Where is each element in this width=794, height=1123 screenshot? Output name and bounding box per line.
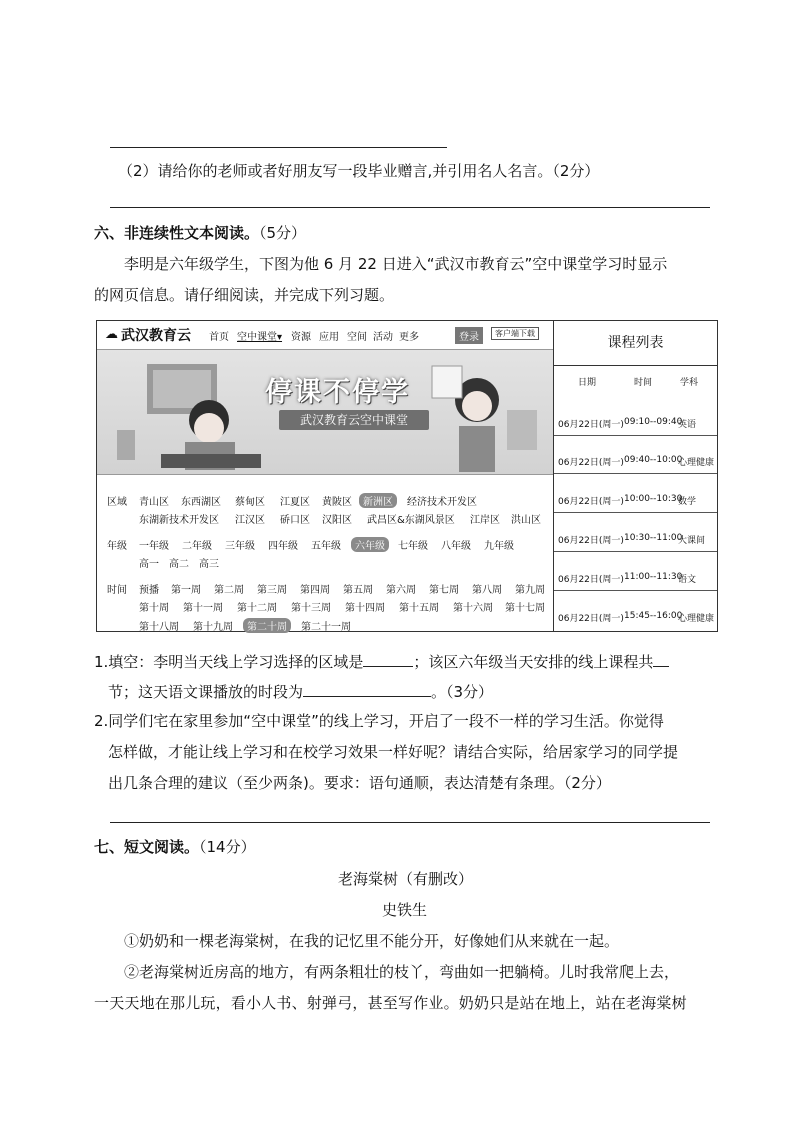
region-item: 经济技术开发区 bbox=[407, 497, 477, 508]
answer-blank[interactable] bbox=[363, 650, 413, 667]
article-author: 史铁生 bbox=[382, 901, 428, 919]
grade-item-selected: 六年级 bbox=[351, 537, 389, 552]
week-item: 第十九周 bbox=[193, 622, 233, 633]
login-button: 登录 bbox=[455, 327, 483, 344]
grade-item: 三年级 bbox=[225, 541, 255, 552]
figure-nav-bar bbox=[97, 321, 553, 349]
grade-item: 八年级 bbox=[441, 541, 471, 552]
answer-line bbox=[110, 147, 447, 148]
section-7-heading bbox=[94, 836, 256, 858]
banner-subtitle: 武汉教育云空中课堂 bbox=[279, 410, 429, 430]
answer-blank[interactable] bbox=[303, 680, 431, 697]
nav-item: 活动 bbox=[373, 332, 393, 343]
q6-1-part-a: 1.填空：李明当天线上学习选择的区域是 bbox=[94, 653, 364, 671]
grade-item: 二年级 bbox=[182, 541, 212, 552]
section-7-title: 七、短文阅读。 bbox=[94, 838, 200, 856]
region-item: 江汉区 bbox=[235, 515, 265, 526]
banner-title: 停课不停学 bbox=[265, 377, 410, 408]
question-6-2-line1: 2.同学们宅在家里参加“空中课堂”的线上学习，开启了一段不一样的学习生活。你觉得 bbox=[94, 712, 664, 730]
region-item-selected: 新洲区 bbox=[359, 493, 397, 508]
week-item: 第十二周 bbox=[237, 603, 277, 614]
nav-item: 资源 bbox=[291, 332, 311, 343]
region-label: 区域 bbox=[107, 497, 127, 508]
week-item-selected: 第二十周 bbox=[243, 618, 291, 633]
week-item: 第十周 bbox=[139, 603, 169, 614]
course-time: 10:00--10:30 bbox=[624, 494, 683, 504]
course-time: 15:45--16:00 bbox=[624, 611, 683, 621]
course-date: 06月22日(周一) bbox=[558, 575, 624, 585]
section-7-score: （14分） bbox=[199, 838, 256, 856]
q6-1-part-b: ；该区六年级当天安排的线上课程共 bbox=[413, 653, 654, 671]
time-label: 时间 bbox=[107, 585, 127, 596]
grade-label: 年级 bbox=[107, 541, 127, 552]
grade-item: 四年级 bbox=[268, 541, 298, 552]
region-item: 东湖新技术开发区 bbox=[139, 515, 219, 526]
course-time: 10:30--11:00 bbox=[624, 533, 683, 543]
article-paragraph-2-line2: 一天天地在那儿玩，看小人书、射弹弓，甚至写作业。奶奶只是站在地上，站在老海棠树 bbox=[94, 994, 687, 1012]
week-item: 第二十一周 bbox=[301, 622, 351, 633]
section-6-heading bbox=[94, 222, 306, 244]
week-item: 第九周 bbox=[515, 585, 545, 596]
answer-line bbox=[110, 207, 710, 208]
nav-item: 更多 bbox=[399, 332, 419, 343]
question-5-2: （2）请给你的老师或者好朋友写一段毕业赠言,并引用名人名言。（2分） bbox=[118, 162, 600, 180]
course-subject: 大课间 bbox=[678, 536, 706, 546]
grade-item: 高三 bbox=[199, 559, 219, 570]
course-date: 06月22日(周一) bbox=[558, 536, 624, 546]
answer-blank[interactable] bbox=[653, 650, 669, 667]
question-6-1-cont bbox=[94, 680, 493, 703]
week-item: 第十六周 bbox=[453, 603, 493, 614]
q6-1-part-c: 节；这天语文课播放的时段为 bbox=[108, 683, 304, 701]
section-6-intro-2: 的网页信息。请仔细阅读，并完成下列习题。 bbox=[94, 286, 395, 304]
answer-line bbox=[110, 822, 710, 823]
col-head-date: 日期 bbox=[578, 378, 597, 388]
course-list bbox=[554, 321, 717, 631]
course-date: 06月22日(周一) bbox=[558, 458, 624, 468]
week-item: 第一周 bbox=[171, 585, 201, 596]
week-item: 第十一周 bbox=[183, 603, 223, 614]
course-row bbox=[554, 486, 717, 513]
col-head-time: 时间 bbox=[634, 378, 653, 388]
course-row bbox=[554, 564, 717, 591]
course-row bbox=[554, 409, 717, 436]
nav-item: 应用 bbox=[319, 332, 339, 343]
week-item: 预播 bbox=[139, 585, 159, 596]
q6-1-part-d: 。（3分） bbox=[431, 683, 494, 701]
region-item: 江夏区 bbox=[280, 497, 310, 508]
nav-item: 空中课堂▾ bbox=[237, 332, 283, 343]
week-item: 第三周 bbox=[257, 585, 287, 596]
week-item: 第十四周 bbox=[345, 603, 385, 614]
figure-logo: 武汉教育云 bbox=[121, 328, 191, 344]
client-download-button: 客户端下载 bbox=[491, 327, 539, 340]
week-item: 第八周 bbox=[472, 585, 502, 596]
region-item: 青山区 bbox=[139, 497, 169, 508]
region-item: 汉阳区 bbox=[322, 515, 352, 526]
course-date: 06月22日(周一) bbox=[558, 497, 624, 507]
week-item: 第七周 bbox=[429, 585, 459, 596]
col-head-subject: 学科 bbox=[680, 378, 699, 388]
week-item: 第六周 bbox=[386, 585, 416, 596]
cloud-icon: ☁ bbox=[105, 327, 118, 342]
banner bbox=[97, 349, 553, 475]
course-date: 06月22日(周一) bbox=[558, 420, 624, 430]
course-list-title: 课程列表 bbox=[554, 321, 717, 366]
section-6-title: 六、非连续性文本阅读。 bbox=[94, 224, 260, 242]
region-item: 江岸区 bbox=[470, 515, 500, 526]
region-item: 洪山区 bbox=[511, 515, 541, 526]
article-title: 老海棠树（有删改） bbox=[338, 870, 474, 888]
week-item: 第二周 bbox=[214, 585, 244, 596]
week-item: 第十七周 bbox=[505, 603, 545, 614]
region-item: 蔡甸区 bbox=[235, 497, 265, 508]
course-subject: 心理健康 bbox=[678, 614, 715, 624]
grade-item: 高二 bbox=[169, 559, 189, 570]
region-item: 武昌区&东湖风景区 bbox=[367, 515, 455, 526]
section-6-intro-1: 李明是六年级学生，下图为他 6 月 22 日进入“武汉市教育云”空中课堂学习时显示 bbox=[124, 255, 668, 273]
course-subject: 英语 bbox=[678, 420, 697, 430]
course-row bbox=[554, 525, 717, 552]
course-subject: 心理健康 bbox=[678, 458, 715, 468]
week-item: 第十八周 bbox=[139, 622, 179, 633]
nav-item: 空间 bbox=[347, 332, 367, 343]
course-subject: 语文 bbox=[678, 575, 697, 585]
question-6-1 bbox=[94, 650, 669, 673]
grade-item: 五年级 bbox=[311, 541, 341, 552]
course-time: 09:10--09:40 bbox=[624, 417, 683, 427]
nav-item: 首页 bbox=[209, 332, 229, 343]
question-6-2-line3: 出几条合理的建议（至少两条)。要求：语句通顺，表达清楚有条理。（2分） bbox=[108, 774, 611, 792]
section-6-score: （5分） bbox=[259, 224, 307, 242]
course-row bbox=[554, 447, 717, 474]
grade-item: 一年级 bbox=[139, 541, 169, 552]
course-time: 09:40--10:00 bbox=[624, 455, 683, 465]
region-item: 黄陂区 bbox=[322, 497, 352, 508]
week-item: 第十三周 bbox=[291, 603, 331, 614]
region-item: 硚口区 bbox=[280, 515, 310, 526]
figure-webpage bbox=[97, 321, 554, 631]
grade-item: 七年级 bbox=[398, 541, 428, 552]
course-date: 06月22日(周一) bbox=[558, 614, 624, 624]
week-item: 第五周 bbox=[343, 585, 373, 596]
article-paragraph-2-line1: ②老海棠树近房高的地方，有两条粗壮的枝丫，弯曲如一把躺椅。儿时我常爬上去， bbox=[124, 963, 680, 981]
article-paragraph-1: ①奶奶和一棵老海棠树，在我的记忆里不能分开，好像她们从来就在一起。 bbox=[124, 932, 620, 950]
question-6-2-line2: 怎样做，才能让线上学习和在校学习效果一样好呢？请结合实际，给居家学习的同学提 bbox=[108, 743, 679, 761]
grade-item: 高一 bbox=[139, 559, 159, 570]
region-item: 东西湖区 bbox=[181, 497, 221, 508]
week-item: 第十五周 bbox=[399, 603, 439, 614]
course-time: 11:00--11:30 bbox=[624, 572, 683, 582]
week-item: 第四周 bbox=[300, 585, 330, 596]
course-row bbox=[554, 603, 717, 629]
course-subject: 数学 bbox=[678, 497, 697, 507]
grade-item: 九年级 bbox=[484, 541, 514, 552]
webpage-figure bbox=[96, 320, 718, 632]
